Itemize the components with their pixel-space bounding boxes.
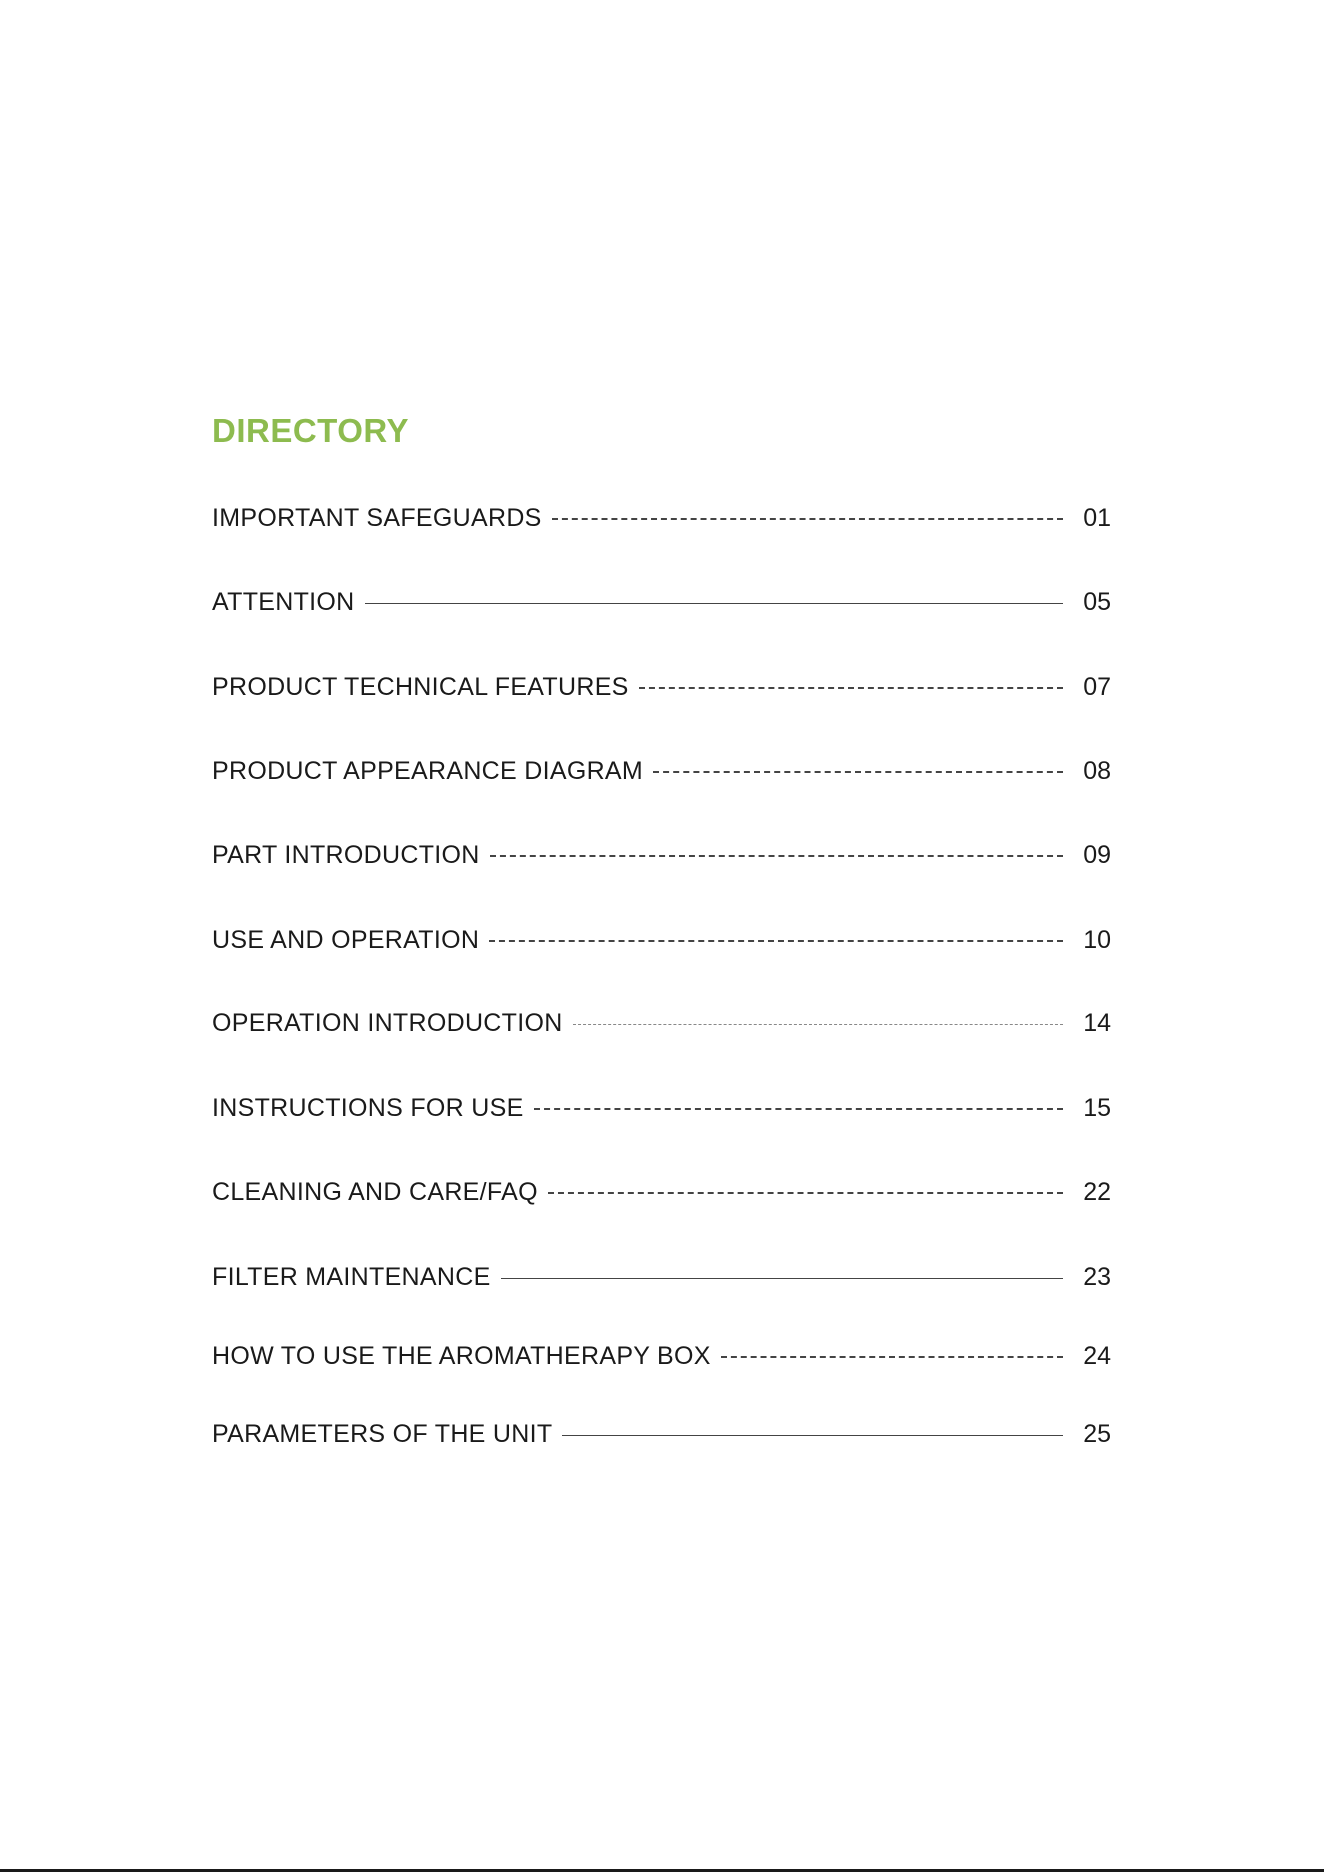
toc-leader: [489, 940, 1063, 942]
toc-entry-page: 09: [1083, 841, 1111, 869]
toc-leader: [653, 771, 1063, 773]
toc-leader: [365, 603, 1063, 604]
page-title: DIRECTORY: [212, 412, 410, 449]
toc-entry-page: 01: [1083, 504, 1111, 532]
toc-leader: [721, 1356, 1063, 1358]
toc-entry-page: 05: [1083, 588, 1111, 616]
toc-entry: [212, 1175, 1111, 1209]
toc-entry: [212, 1417, 1111, 1451]
toc-entry-title: PRODUCT APPEARANCE DIAGRAM: [212, 757, 644, 785]
toc-entry: [212, 1339, 1111, 1373]
toc-entry-title: HOW TO USE THE AROMATHERAPY BOX: [212, 1342, 711, 1370]
toc-entry-title: ATTENTION: [212, 588, 355, 616]
toc-entry: [212, 1091, 1111, 1125]
toc-entry-page: 10: [1083, 926, 1111, 954]
toc-leader: [573, 1024, 1063, 1025]
toc-entry-page: 15: [1083, 1094, 1111, 1122]
toc-entry: [212, 670, 1111, 704]
toc-entry: [212, 754, 1111, 788]
toc-entry: [212, 585, 1111, 619]
toc-entry-title: IMPORTANT SAFEGUARDS: [212, 504, 542, 532]
toc-leader: [562, 1435, 1063, 1436]
toc-leader: [501, 1278, 1063, 1279]
toc-entry: [212, 1006, 1111, 1040]
toc-entry: [212, 1260, 1111, 1294]
toc-entry-page: 14: [1083, 1009, 1111, 1037]
toc-leader: [548, 1192, 1063, 1194]
toc-leader: [534, 1108, 1063, 1110]
toc-entry: [212, 838, 1111, 872]
toc-leader: [639, 687, 1063, 689]
toc-entry-page: 08: [1083, 757, 1111, 785]
toc-entry-title: INSTRUCTIONS FOR USE: [212, 1094, 524, 1122]
toc-entry-title: FILTER MAINTENANCE: [212, 1263, 491, 1291]
toc-entry-page: 24: [1083, 1342, 1111, 1370]
toc-entry-title: USE AND OPERATION: [212, 926, 480, 954]
toc-entry-title: PART INTRODUCTION: [212, 841, 480, 869]
toc-entry-title: PARAMETERS OF THE UNIT: [212, 1420, 553, 1448]
toc-entry-page: 22: [1083, 1178, 1111, 1206]
toc-entry-page: 25: [1083, 1420, 1111, 1448]
toc-leader: [552, 518, 1063, 520]
toc-entry-title: PRODUCT TECHNICAL FEATURES: [212, 673, 629, 701]
toc-entry: [212, 501, 1111, 535]
toc-entry: [212, 923, 1111, 957]
toc-entry-title: CLEANING AND CARE/FAQ: [212, 1178, 538, 1206]
toc-entry-page: 07: [1083, 673, 1111, 701]
toc-leader: [490, 855, 1063, 857]
toc-entry-title: OPERATION INTRODUCTION: [212, 1009, 563, 1037]
toc-entry-page: 23: [1083, 1263, 1111, 1291]
